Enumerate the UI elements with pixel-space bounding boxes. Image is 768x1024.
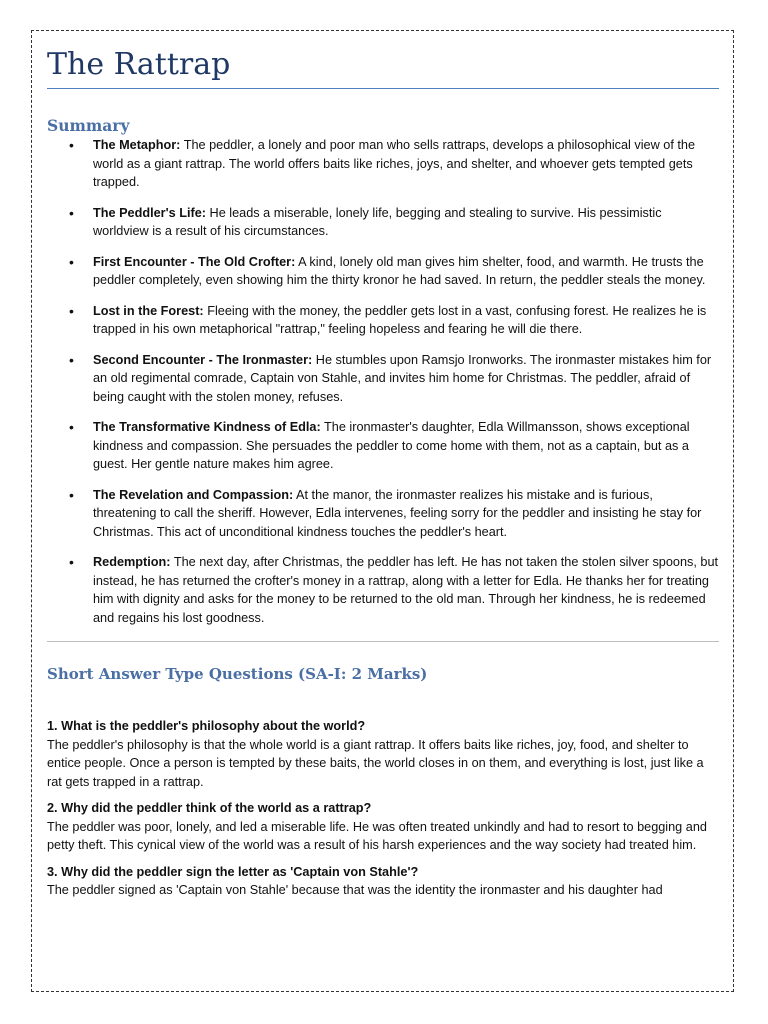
bullet-icon: • [69, 302, 74, 319]
bullet-icon: • [69, 253, 74, 270]
summary-item-text: He leads a miserable, lonely life, begging and stealing to survive. His pessimistic worldview is a result of his circumstances. [93, 205, 662, 238]
short-answer-heading: Short Answer Type Questions (SA-I: 2 Marks) [47, 665, 428, 683]
page-title: The Rattrap [47, 43, 719, 89]
summary-item-text: Fleeing with the money, the peddler gets lost in a vast, confusing forest. He realizes he is trapped in his own metaphorical "rattrap," feeling hopeless and fearing he will die there. [93, 303, 707, 336]
bullet-icon: • [69, 351, 74, 368]
bullet-icon: • [69, 204, 74, 221]
bullet-icon: • [69, 137, 74, 153]
bullet-icon: • [69, 486, 74, 503]
summary-item-text: A kind, lonely old man gives him shelter, food, and warmth. He trusts the peddler completely, even showing him the thirty kronor he had saved. In return, the peddler steals the money. [93, 254, 706, 287]
summary-item [47, 553, 719, 627]
bullet-icon: • [69, 419, 74, 435]
question-text: 2. Why did the peddler think of the world as a rattrap? [47, 801, 372, 815]
summary-item-text: The next day, after Christmas, the peddler has left. He has not taken the stolen silver spoons, but instead, he has returned the crofter's money in a rattrap, along with a letter for Edla. He thanks her for treating him with dignity and asks for the money to be returned to the old man. Through her kindness, he is redeemed and regains his lost goodness. [93, 555, 719, 625]
answer-text: The peddler signed as 'Captain von Stahle' because that was the identity the ironmaster and his daughter had [47, 883, 663, 897]
answer-text: The peddler was poor, lonely, and led a miserable life. He was often treated unkindly and had to resort to begging and petty theft. This cynical view of the world was a result of his harsh experiences and the way society had treated him. [47, 819, 707, 852]
section-divider [47, 641, 719, 642]
summary-item-label: Lost in the Forest: [93, 303, 204, 318]
question-text: 3. Why did the peddler sign the letter as 'Captain von Stahle'? [47, 864, 419, 879]
summary-item [47, 253, 719, 290]
question-text: 1. What is the peddler's philosophy about the world? [47, 719, 366, 733]
summary-item-label: The Peddler's Life: [93, 205, 206, 220]
bullet-icon: • [69, 554, 74, 570]
summary-item-label: The Metaphor: [93, 138, 181, 152]
document-page [31, 30, 734, 992]
summary-item-text: He stumbles upon Ramsjo Ironworks. The ironmaster mistakes him for an old regimental comrade, Captain von Stahle, and invites him home for Christmas. The peddler, afraid of being caught with the stolen money, refuses. [93, 352, 712, 404]
summary-item [47, 204, 719, 241]
summary-item [47, 486, 719, 542]
summary-item [47, 136, 719, 192]
answer-text: The peddler's philosophy is that the whole world is a giant rattrap. It offers baits like riches, joy, food, and shelter to entice people. Once a person is tempted by these baits, the world closes in on them, and everything is lost, just like a rat gets trapped in a rattrap. [47, 737, 704, 789]
summary-item-label: Second Encounter - The Ironmaster: [93, 352, 313, 367]
summary-item [47, 418, 719, 474]
summary-heading: Summary [47, 116, 130, 135]
summary-list [47, 136, 719, 627]
summary-item-label: The Transformative Kindness of Edla: [93, 420, 321, 434]
summary-item-text: The ironmaster's daughter, Edla Willmansson, shows exceptional kindness and compassion. She persuades the peddler to come home with them, not as a captain, but as a guest. Her gentle nature makes him agree. [93, 420, 690, 471]
summary-item-label: The Revelation and Compassion: [93, 487, 294, 502]
summary-item-text: At the manor, the ironmaster realizes his mistake and is furious, threatening to call the sheriff. However, Edla intervenes, feeling sorry for the peddler and insisting he stay for Christmas. This act of unconditional kindness touches the peddler's heart. [93, 487, 702, 539]
summary-item-text: The peddler, a lonely and poor man who sells rattraps, develops a philosophical view of the world as a giant rattrap. The world offers baits like riches, joys, and shelter, and whoever gets tempted gets trapped. [93, 138, 696, 189]
summary-item [47, 302, 719, 339]
summary-item-label: First Encounter - The Old Crofter: [93, 254, 296, 269]
question-list [47, 717, 719, 900]
summary-item [47, 351, 719, 407]
summary-item-label: Redemption: [93, 555, 171, 569]
